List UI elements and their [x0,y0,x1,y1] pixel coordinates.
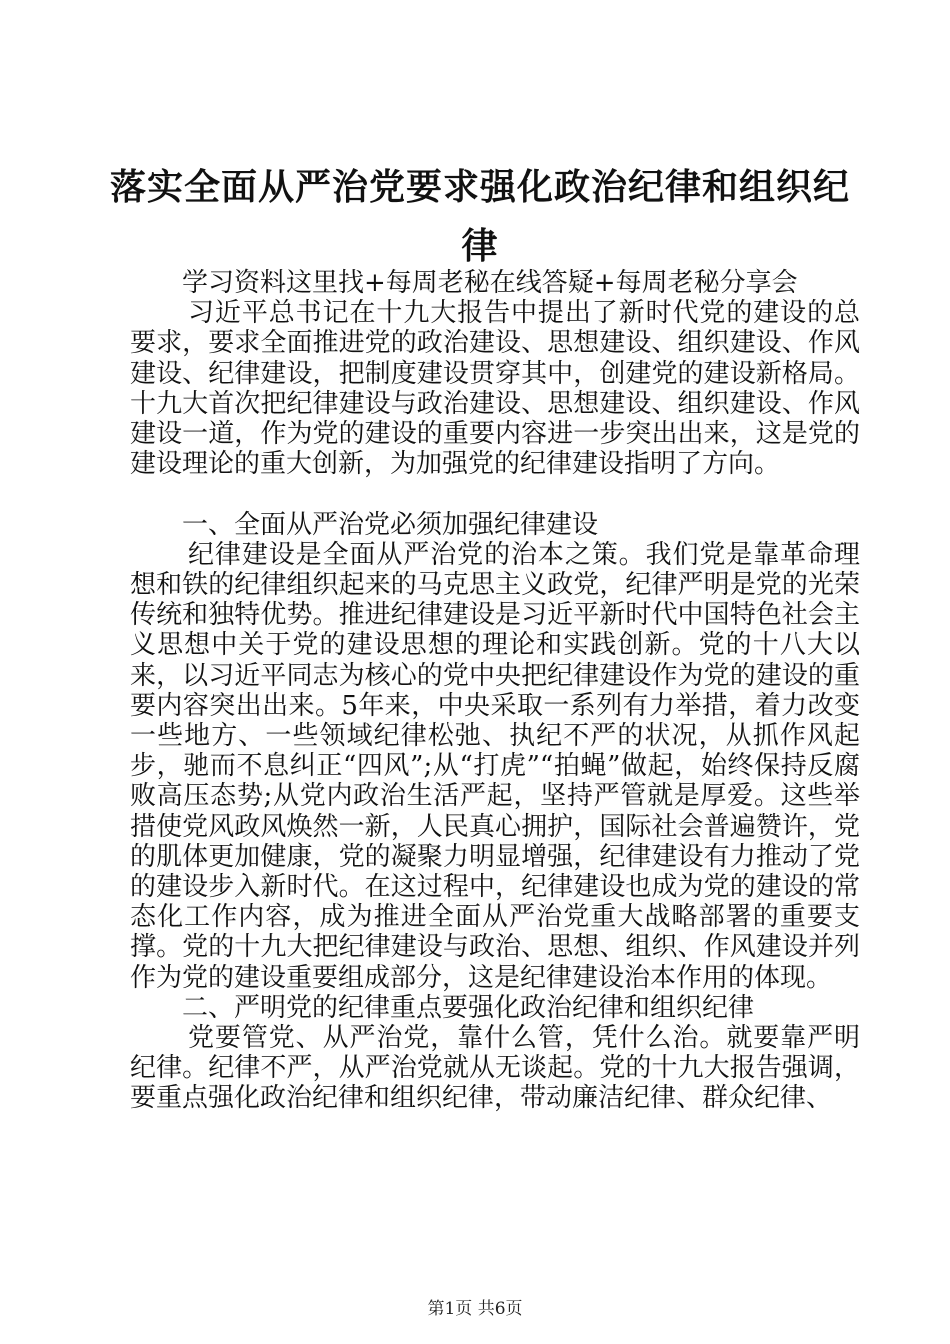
section-heading-2: 二、严明党的纪律重点要强化政治纪律和组织纪律 [182,992,755,1023]
page-footer: 第1页 共6页 [427,1299,523,1319]
intro-paragraph: 习近平总书记在十九大报告中提出了新时代党的建设的总要求，要求全面推进党的政治建设、思想建设、组织建设、作风建设、纪律建设，把制度建设贯穿其中，创建党的建设新格局。十九大首次把纪律建设与政治建设、思想建设、组织建设、作风建设一道，作为党的建设的重要内容进一步突出出来，这是党的建设理论的重大创新，为加强党的纪律建设指明了方向。 [130,298,860,480]
document-body [130,268,860,1114]
page-title: 落实全面从严治党要求强化政治纪律和组织纪律 [110,166,851,267]
subtitle: 学习资料这里找+每周老秘在线答疑+每周老秘分享会 [182,268,798,298]
blank-line [130,479,860,509]
section-paragraph-2: 党要管党、从严治党，靠什么管，凭什么治。就要靠严明纪律。纪律不严，从严治党就从无谈起。党的十九大报告强调，要重点强化政治纪律和组织纪律，带动廉洁纪律、群众纪律、 [130,1023,860,1114]
section-paragraph-1: 纪律建设是全面从严治党的治本之策。我们党是靠革命理想和铁的纪律组织起来的马克思主义政党，纪律严明是党的光荣传统和独特优势。推进纪律建设是习近平新时代中国特色社会主义思想中关于党的建设思想的理论和实践创新。党的十八大以来，以习近平同志为核心的党中央把纪律建设作为党的建设的重要内容突出出来。5年来，中央采取一系列有力举措，着力改变一些地方、一些领域纪律松弛、执纪不严的状况，从抓作风起步，驰而不息纠正“四风”;从“打虎”“拍蝇”做起，始终保持反腐败高压态势;从党内政治生活严起，坚持严管就是厚爱。这些举措使党风政风焕然一新，人民真心拥护，国际社会普遍赞许，党的肌体更加健康，党的凝聚力明显增强，纪律建设有力推动了党的建设步入新时代。在这过程中，纪律建设也成为党的建设的常态化工作内容，成为推进全面从严治党重大战略部署的重要支撑。党的十九大把纪律建设与政治、思想、组织、作风建设并列作为党的建设重要组成部分，这是纪律建设治本作用的体现。 [130,539,860,993]
section-heading-1: 一、全面从严治党必须加强纪律建设 [182,509,599,540]
